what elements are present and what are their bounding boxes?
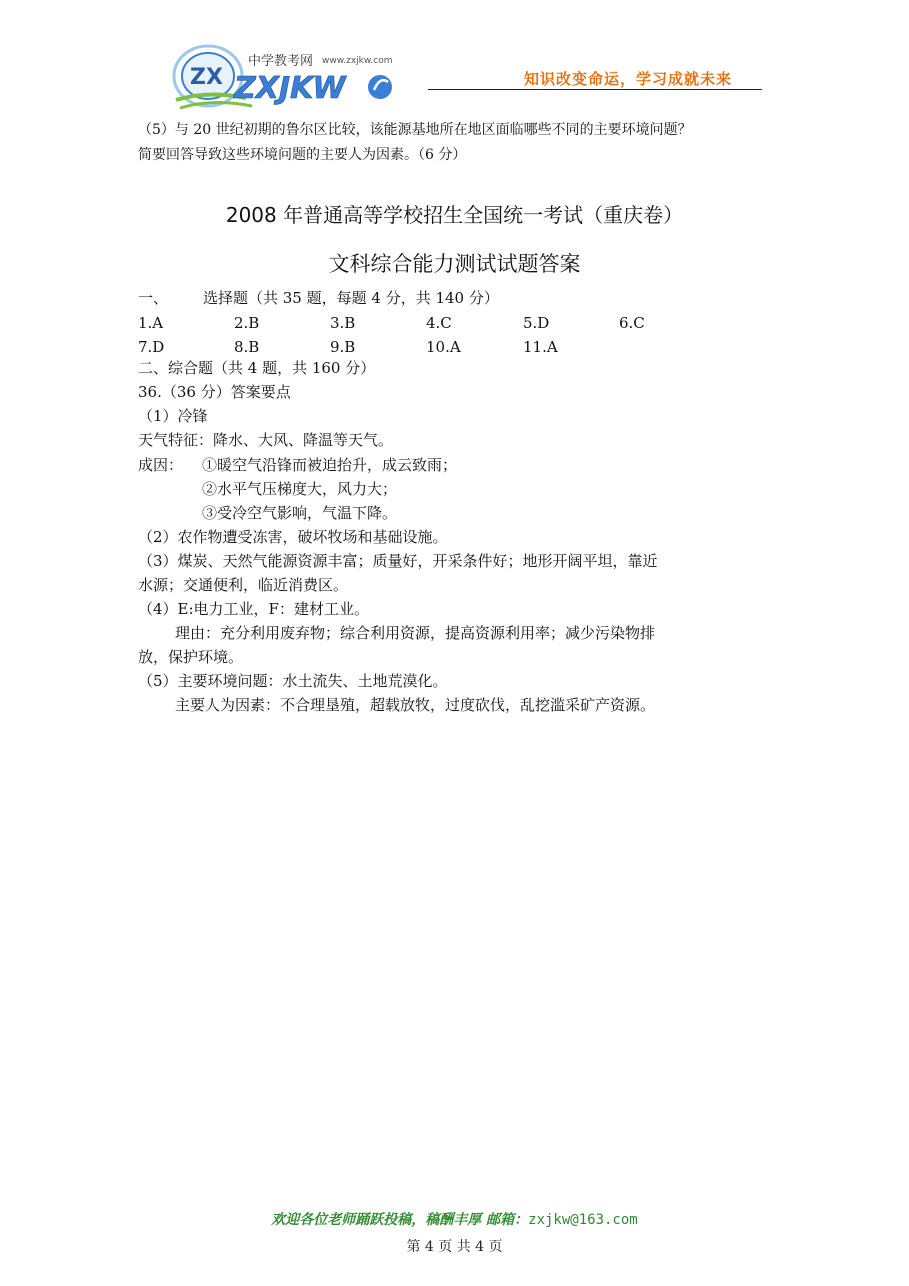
answer-part-4-reason-line1: 理由：充分利用废弃物；综合利用资源，提高资源利用率；减少污染物排: [175, 624, 656, 642]
question5-line1: （5）与 20 世纪初期的鲁尔区比较，该能源基地所在地区面临哪些不同的主要环境问题？: [138, 122, 692, 138]
logo-badge-text: ZX: [190, 65, 223, 90]
cause-item-2: ②水平气压梯度大，风力大；: [202, 480, 398, 498]
answer-part-3-line2: 水源；交通便利，临近消费区。: [138, 576, 349, 594]
answer-item: 4.C: [426, 314, 452, 332]
answer-part-5: （5）主要环境问题：水土流失、土地荒漠化。: [138, 672, 448, 690]
footer-contribution: [0, 1209, 909, 1229]
site-name: 中学教考网: [248, 54, 314, 69]
answer-item: 7.D: [138, 338, 165, 356]
answer-part-4-reason-line2: 放，保护环境。: [138, 648, 244, 666]
question5-line2: 简要回答导致这些环境问题的主要人为因素。（6 分）: [138, 147, 467, 163]
footer-email[interactable]: zxjkw@163.com: [528, 1212, 638, 1228]
site-url: www.zxjkw.com: [322, 56, 393, 66]
cause-label: 成因：: [138, 456, 184, 474]
page-number: 第 4 页 共 4 页: [406, 1239, 503, 1255]
answer-part-2: （2）农作物遭受冻害，破坏牧场和基础设施。: [138, 528, 448, 546]
exam-title: 2008 年普通高等学校招生全国统一考试（重庆卷）: [225, 203, 684, 227]
footer-contribution-text: 欢迎各位老师踊跃投稿，稿酬丰厚 邮箱：: [271, 1212, 529, 1228]
logo-wordmark: ZXJKW: [234, 71, 346, 106]
answer-item: 3.B: [330, 314, 356, 332]
section1-heading: 选择题（共 35 题，每题 4 分，共 140 分）: [203, 289, 499, 307]
header-slogan: 知识改变命运，学习成就未来: [524, 70, 733, 88]
answer-item: 9.B: [330, 338, 356, 356]
answer-part-1: （1）冷锋: [138, 407, 208, 425]
q36-heading: 36.（36 分）答案要点: [138, 383, 291, 401]
answer-item: 5.D: [523, 314, 550, 332]
answer-item: 10.A: [426, 338, 461, 356]
section2-heading: 二、综合题（共 4 题，共 160 分）: [138, 359, 376, 377]
cause-item-3: ③受冷空气影响，气温下降。: [202, 504, 398, 522]
answer-item: 8.B: [234, 338, 260, 356]
cause-item-1: ①暖空气沿锋而被迫抬升，成云致雨；: [202, 456, 458, 474]
section1-number: 一、: [138, 289, 169, 307]
answer-item: 6.C: [619, 314, 645, 332]
header-rule: [428, 89, 762, 90]
answer-item: 11.A: [523, 338, 558, 356]
weather-features: 天气特征：降水、大风、降温等天气。: [138, 431, 394, 449]
answer-part-4: （4）E:电力工业，F：建材工业。: [138, 600, 369, 618]
answer-item: 2.B: [234, 314, 260, 332]
answer-title: 文科综合能力测试试题答案: [328, 252, 581, 276]
answer-part-3-line1: （3）煤炭、天然气能源资源丰富；质量好，开采条件好；地形开阔平坦，靠近: [138, 552, 658, 570]
answer-part-5-factors: 主要人为因素：不合理垦殖，超载放牧，过度砍伐，乱挖滥采矿产资源。: [175, 696, 656, 714]
answer-item: 1.A: [138, 314, 164, 332]
